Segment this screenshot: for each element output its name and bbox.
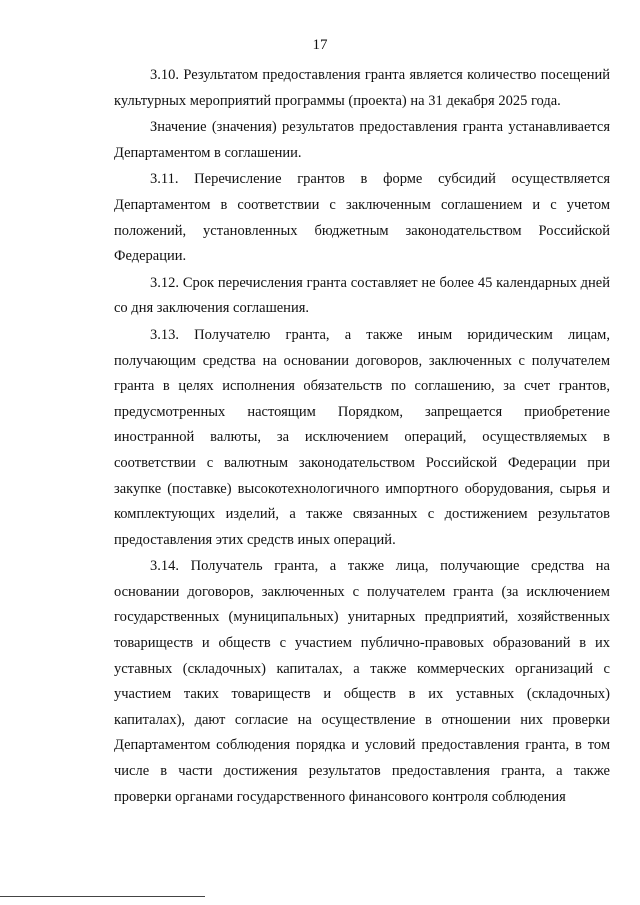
paragraph-3-11: 3.11. Перечисление грантов в форме субсидий осуществляется Департаментом в соответствии с заключенным соглашением и с учетом положений, установленных бюджетным законодательством Российской Федерации. [114,171,610,265]
document-body [114,63,610,810]
paragraph-3-13: 3.13. Получателю гранта, а также иным юридическим лицам, получающим средства на основании договоров, заключенных с получателем гранта в целях исполнения обязательств по соглашению, за счет грантов, предусмотренных настоящим Порядком, запрещается приобретение иностранной валюты, за исключением операций, осуществляемых в соответствии с валютным законодательством Российской Федерации при закупке (поставке) высокотехнологичного импортного оборудования, сырья и комплектующих изделий, а также связанных с достижением результатов предоставления этих средств иных операций. [114,326,610,548]
paragraph-3-10: 3.10. Результатом предоставления гранта является количество посещений культурных мероприятий программы (проекта) на 31 декабря 2025 года. [114,67,610,109]
paragraph-3-14: 3.14. Получатель гранта, а также лица, получающие средства на основании договоров, заключенных с получателем гранта (за исключением государственных (муниципальных) унитарных предприятий, хозяйственных товариществ и обществ с участием публично-правовых образований в их уставных (складочных) капиталах, а также коммерческих организаций с участием таких товариществ и обществ в их уставных (складочных) капиталах), дают согласие на осуществление в отношении них проверки Департаментом соблюдения порядка и условий предоставления гранта, в том числе в части достижения результатов предоставления гранта, а также проверки органами государственного финансового контроля соблюдения [114,558,610,805]
page-number: 17 [312,37,328,53]
paragraph-3-12: 3.12. Срок перечисления гранта составляет не более 45 календарных дней со дня заключения соглашения. [114,274,610,317]
paragraph-result-value: Значение (значения) результатов предоставления гранта устанавливается Департаментом в соглашении. [114,119,610,161]
page-bottom-rule [0,896,205,897]
